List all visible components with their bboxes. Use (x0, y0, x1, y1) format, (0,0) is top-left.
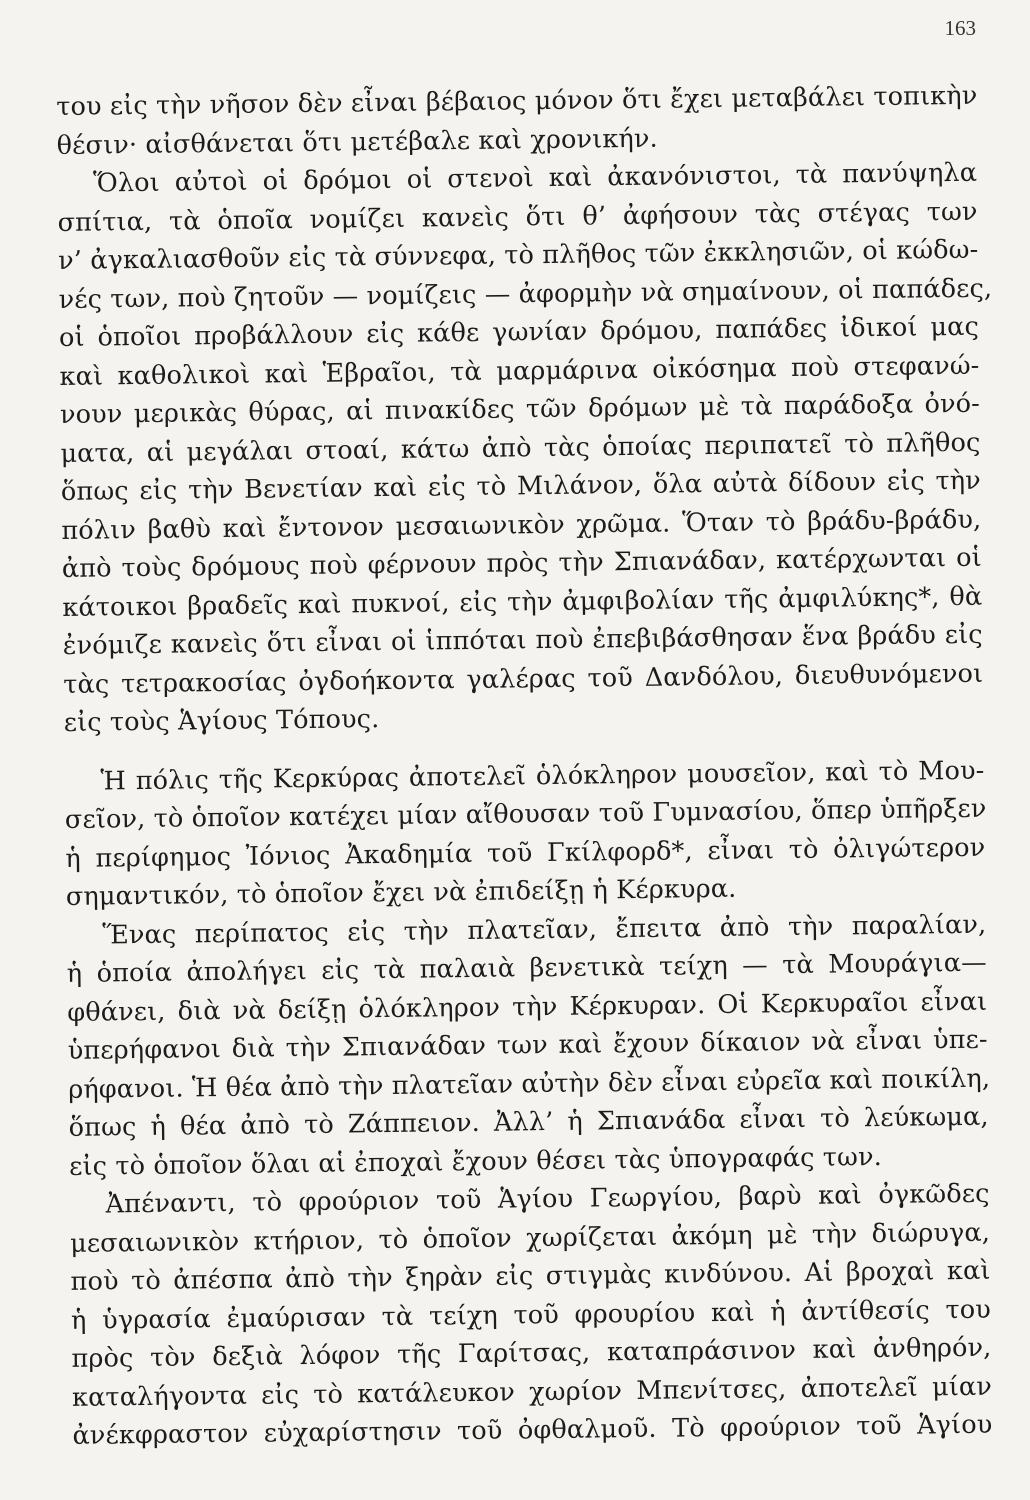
text-line: ποὺ τὸ ἀπέσπα ἀπὸ τὴν ξηρὰν εἰς στιγμὰς κινδύνου. Αἱ βροχαὶ καὶ (70, 1255, 991, 1297)
text-line: ματα, αἱ μεγάλαι στοαί, κάτω ἀπὸ τὰς ὁποίας περιπατεῖ τὸ πλῆθος (60, 427, 981, 469)
text-line: σημαντικόν, τὸ ὁποῖον ἔχει νὰ ἐπιδείξῃ ἡ Κέρκυρα. (65, 873, 737, 912)
text-line: ὅπως ἡ θέα ἀπὸ τὸ Ζάππειον. Ἀλλ’ ἡ Σπιανάδα εἶναι τὸ λεύκωμα, (68, 1101, 989, 1143)
paragraph (56, 77, 977, 165)
paragraph (57, 154, 993, 743)
text-line: σεῖον, τὸ ὁποῖον κατέχει μίαν αἴθουσαν τοῦ Γυμνασίου, ὅπερ ὑπῆρξεν (64, 793, 987, 835)
text-line: ἀπὸ τοὺς δρόμους ποὺ φέρνουν πρὸς τὴν Σπιανάδαν, κατέρχωνται οἱ (61, 542, 982, 584)
text-line: εἰς τὸ ὁποῖον ὅλαι αἱ ἐποχαὶ ἔχουν θέσει τὰς ὑπογραφάς των. (68, 1141, 883, 1182)
text-line: ὑπερήφανοι διὰ τὴν Σπιανάδαν των καὶ ἔχουν δίκαιον νὰ εἶναι ὑπε- (67, 1024, 988, 1066)
paragraph (66, 905, 989, 1186)
text-line: ἐνόμιζε κανεὶς ὅτι εἶναι οἱ ἱππόται ποὺ ἐπεβιβάσθησαν ἕνα βράδυ εἰς (62, 619, 983, 661)
paragraph (64, 751, 986, 916)
text-line: νές των, ποὺ ζητοῦν — νομίζεις — ἀφορμὴν νὰ σημαίνουν, οἱ παπάδες, (58, 273, 993, 315)
text-line: κάτοικοι βραδεῖς καὶ πυκνοί, εἰς τὴν ἀμφιβολίαν τῆς ἀμφιλύκης*, θὰ (62, 581, 983, 623)
text-line: θέσιν· αἰσθάνεται ὅτι μετέβαλε καὶ χρονικήν. (56, 123, 658, 161)
text-line: καταλήγοντα εἰς τὸ κατάλευκον χωρίον Μπενίτσες, ἀποτελεῖ μίαν (71, 1371, 993, 1413)
text-line: οἱ ὁποῖοι προβάλλουν εἰς κάθε γωνίαν δρόμου, παπάδες ἰδικοί μας (58, 311, 980, 353)
paragraph (69, 1175, 992, 1456)
text-line: σπίτια, τὰ ὁποῖα νομίζει κανεὶς ὅτι θ’ ἀφήσουν τὰς στέγας των (57, 196, 978, 238)
text-line: νουν μερικὰς θύρας, αἱ πινακίδες τῶν δρόμων μὲ τὰ παράδοξα ὀνό- (59, 388, 981, 430)
text-line: πρὸς τὸν δεξιὰ λόφον τῆς Γαρίτσας, καταπράσινον καὶ ἀνθηρόν, (71, 1332, 992, 1374)
text-line: Ἕνας περίπατος εἰς τὴν πλατεῖαν, ἔπειτα ἀπὸ τὴν παραλίαν, (102, 909, 987, 950)
text-line: ὅπως εἰς τὴν Βενετίαν καὶ εἰς τὸ Μιλάνον, ὅλα αὐτὰ δίδουν εἰς τὴν (60, 465, 982, 507)
text-body (56, 77, 993, 1456)
page-number: 163 (944, 16, 976, 40)
text-line: Ἀπέναντι, τὸ φρούριον τοῦ Ἁγίου Γεωργίου, βαρὺ καὶ ὀγκῶδες (105, 1178, 990, 1220)
text-line: μεσαιωνικὸν κτήριον, τὸ ὁποῖον χωρίζεται ἀκόμη μὲ τὴν διώρυγα, (69, 1217, 991, 1259)
text-line: εἰς τοὺς Ἁγίους Τόπους. (63, 704, 380, 738)
text-line: του εἰς τὴν νῆσον δὲν εἶναι βέβαιος μόνον ὅτι ἔχει μεταβάλει τοπικὴν (56, 80, 978, 122)
text-line: καὶ καθολικοὶ καὶ Ἑβραῖοι, τὰ μαρμάρινα οἰκόσημα ποὺ στεφανώ- (59, 350, 980, 392)
text-line: Ὅλοι αὐτοὶ οἱ δρόμοι οἱ στενοὶ καὶ ἀκανόνιστοι, τὰ πανύψηλα (92, 157, 978, 199)
text-line: Ἡ πόλις τῆς Κερκύρας ἀποτελεῖ ὁλόκληρον μουσεῖον, καὶ τὸ Μου- (100, 755, 985, 797)
text-line: ἀνέκφραστον εὐχαρίστησιν τοῦ ὀφθαλμοῦ. Τὸ φρούριον τοῦ Ἁγίου (72, 1409, 993, 1451)
text-line: τὰς τετρακοσίας ὀγδοήκοντα γαλέρας τοῦ Δανδόλου, διευθυνόμενοι (63, 658, 984, 700)
text-line: φθάνει, διὰ νὰ δείξῃ ὁλόκληρον τὴν Κέρκυραν. Οἱ Κερκυραῖοι εἶναι (67, 986, 988, 1028)
text-line: πόλιν βαθὺ καὶ ἔντονον μεσαιωνικὸν χρῶμα. Ὅταν τὸ βράδυ-βράδυ, (61, 504, 982, 546)
text-line: ἡ περίφημος Ἰόνιος Ἀκαδημία τοῦ Γκίλφορδ*, εἶναι τὸ ὀλιγώτερον (65, 832, 986, 874)
text-line: ρήφανοι. Ἡ θέα ἀπὸ τὴν πλατεῖαν αὐτὴν δὲν εἶναι εὐρεῖα καὶ ποικίλη, (68, 1063, 991, 1105)
text-line: ἡ ὁποία ἀπολήγει εἰς τὰ παλαιὰ βενετικὰ τείχη — τὰ Μουράγια— (66, 947, 987, 989)
text-line: ν’ ἀγκαλιασθοῦν εἰς τὰ σύννεφα, τὸ πλῆθος τῶν ἐκκλησιῶν, οἱ κώδω- (57, 234, 979, 276)
text-line: ἡ ὑγρασία ἐμαύρισαν τὰ τείχη τοῦ φρουρίου καὶ ἡ ἀντίθεσίς του (70, 1294, 992, 1336)
